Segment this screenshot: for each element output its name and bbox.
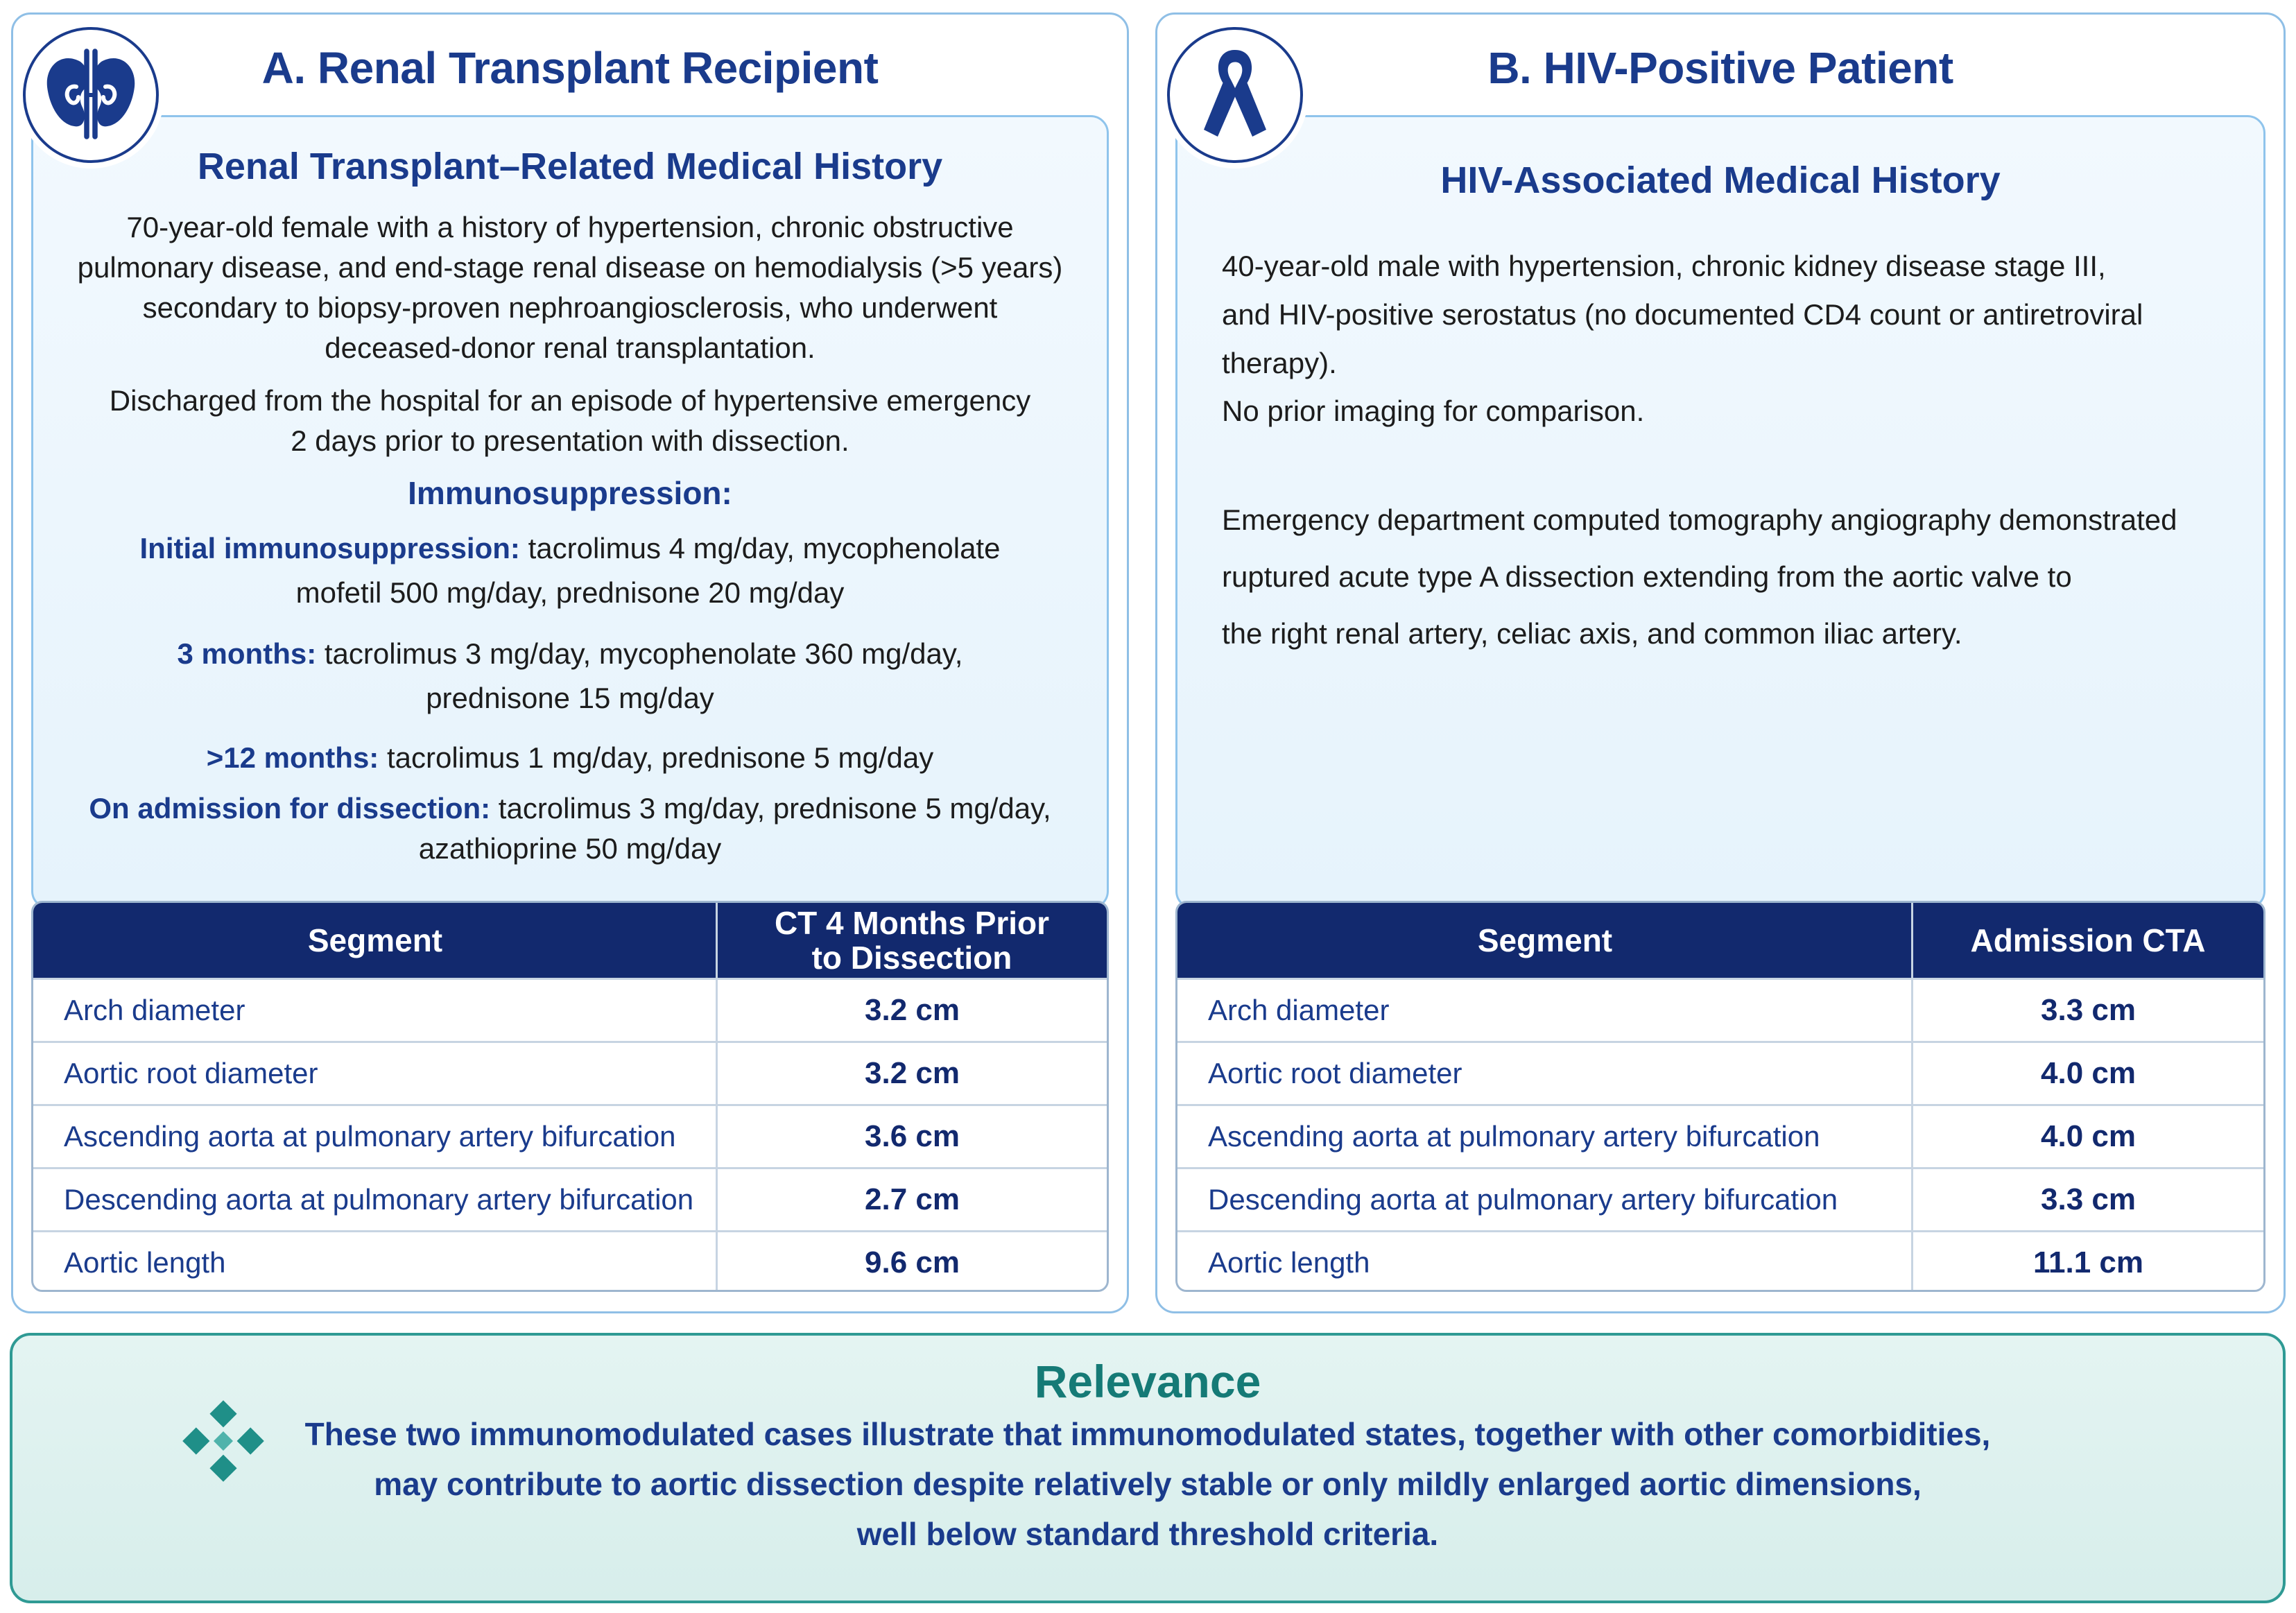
intro-line: pulmonary disease, and end-stage renal disease on hemodialysis (>5 years): [77, 251, 1063, 284]
table-row: [1177, 1104, 2263, 1167]
value-cell: 3.2 cm: [865, 1056, 960, 1090]
discharge-line: 2 days prior to presentation with dissection.: [291, 424, 849, 457]
immuno-label: Initial immunosuppression:: [139, 532, 520, 564]
immuno-detail: prednisone 15 mg/day: [426, 682, 714, 714]
segment-header: Segment: [307, 922, 443, 958]
relevance-line: These two immunomodulated cases illustrate that immunomodulated states, together with other comorbidities,: [304, 1416, 1991, 1452]
segment-cell: Aortic length: [1208, 1246, 1370, 1279]
immuno-entry-3-months: [47, 632, 1093, 721]
segment-cell: Aortic root diameter: [1208, 1057, 1462, 1089]
segment-header: Segment: [1477, 922, 1613, 958]
table-row: [1177, 1041, 2263, 1104]
immuno-label: 3 months:: [177, 637, 317, 670]
hiv-positive-panel: [1155, 12, 2286, 1313]
segment-cell: Arch diameter: [64, 994, 245, 1026]
cta-line: ruptured acute type A dissection extending from the aortic valve to: [1222, 560, 2072, 593]
table-row: [33, 978, 1107, 1041]
immuno-detail: tacrolimus 4 mg/day, mycophenolate: [519, 532, 1001, 564]
ct-prior-header-line: to Dissection: [811, 940, 1012, 976]
immuno-detail: tacrolimus 1 mg/day, prednisone 5 mg/day: [379, 741, 934, 774]
immuno-detail: tacrolimus 3 mg/day, mycophenolate 360 mg/day,: [316, 637, 963, 670]
hiv-history-box: [1175, 115, 2265, 909]
immuno-label: On admission for dissection:: [89, 792, 491, 825]
table-row: [33, 1041, 1107, 1104]
table-row: [33, 1230, 1107, 1292]
cta-line: Emergency department computed tomography angiography demonstrated: [1222, 503, 2177, 536]
value-cell: 3.6 cm: [865, 1119, 960, 1153]
intro-line: and HIV-positive serostatus (no documented CD4 count or antiretroviral therapy).: [1222, 298, 2143, 379]
kidney-emblem: [23, 27, 159, 163]
hiv-history-title: HIV-Associated Medical History: [1440, 159, 2001, 201]
segment-cell: Descending aorta at pulmonary artery bifurcation: [1208, 1183, 1838, 1216]
immuno-entry-initial: [47, 526, 1093, 615]
renal-measurements-table: [31, 901, 1109, 1292]
renal-intro-text: [47, 207, 1093, 368]
kidney-icon: [39, 43, 143, 147]
intro-line: 40-year-old male with hypertension, chronic kidney disease stage III,: [1222, 250, 2106, 282]
segment-cell: Descending aorta at pulmonary artery bifurcation: [64, 1183, 694, 1216]
value-cell: 11.1 cm: [2032, 1245, 2144, 1279]
discharge-line: Discharged from the hospital for an episode of hypertensive emergency: [109, 384, 1031, 417]
immuno-entry-admission: [47, 788, 1093, 869]
admission-cta-header: Admission CTA: [1970, 922, 2206, 958]
segment-cell: Ascending aorta at pulmonary artery bifurcation: [64, 1120, 676, 1153]
value-cell: 4.0 cm: [2041, 1119, 2136, 1153]
relevance-title: Relevance: [1034, 1356, 1261, 1407]
relevance-box: [10, 1333, 2286, 1603]
ct-prior-header-line: CT 4 Months Prior: [774, 905, 1050, 941]
segment-cell: Aortic root diameter: [64, 1057, 318, 1089]
renal-transplant-panel: [11, 12, 1129, 1313]
value-cell: 3.2 cm: [865, 993, 960, 1027]
relevance-line: well below standard threshold criteria.: [856, 1516, 1439, 1552]
relevance-text: [179, 1409, 2116, 1559]
cta-line: the right renal artery, celiac axis, and common iliac artery.: [1222, 617, 1962, 650]
table-row: [33, 1104, 1107, 1167]
hiv-measurements-table: [1175, 901, 2265, 1292]
immuno-detail: mofetil 500 mg/day, prednisone 20 mg/day: [295, 576, 845, 609]
table-header: [1177, 903, 2263, 978]
ribbon-emblem: [1167, 27, 1303, 163]
renal-history-title: Renal Transplant–Related Medical History: [197, 146, 943, 187]
intro-line: deceased-donor renal transplantation.: [325, 331, 815, 364]
immuno-entry-12-months: [47, 738, 1093, 778]
hiv-intro-text: [1222, 242, 2250, 388]
value-cell: 9.6 cm: [865, 1245, 960, 1279]
table-row: [1177, 1230, 2263, 1292]
segment-cell: Arch diameter: [1208, 994, 1390, 1026]
immuno-detail: tacrolimus 3 mg/day, prednisone 5 mg/day,: [490, 792, 1051, 825]
table-row: [33, 1167, 1107, 1230]
value-cell: 4.0 cm: [2041, 1056, 2136, 1090]
renal-discharge-text: [47, 381, 1093, 461]
segment-cell: Aortic length: [64, 1246, 226, 1279]
relevance-line: may contribute to aortic dissection despite relatively stable or only mildly enlarged aortic dimensions,: [374, 1466, 1922, 1502]
immuno-detail: azathioprine 50 mg/day: [418, 832, 722, 865]
immunosuppression-heading: Immunosuppression:: [408, 475, 732, 511]
table-row: [1177, 1167, 2263, 1230]
immuno-label: >12 months:: [206, 741, 379, 774]
intro-line: 70-year-old female with a history of hypertension, chronic obstructive: [126, 211, 1014, 243]
table-header: [33, 903, 1107, 978]
awareness-ribbon-icon: [1190, 43, 1280, 147]
imaging-note: No prior imaging for comparison.: [1222, 395, 1645, 427]
value-cell: 3.3 cm: [2041, 993, 2136, 1027]
panel-b-title: B. HIV-Positive Patient: [1487, 43, 1953, 93]
segment-cell: Ascending aorta at pulmonary artery bifurcation: [1208, 1120, 1820, 1153]
value-cell: 2.7 cm: [865, 1182, 960, 1216]
panel-a-title: A. Renal Transplant Recipient: [261, 43, 879, 93]
value-cell: 3.3 cm: [2041, 1182, 2136, 1216]
table-row: [1177, 978, 2263, 1041]
cta-findings-text: [1222, 492, 2250, 662]
renal-history-box: [31, 115, 1109, 909]
ct-prior-header: [717, 903, 1107, 978]
intro-line: secondary to biopsy-proven nephroangiosclerosis, who underwent: [142, 291, 998, 324]
